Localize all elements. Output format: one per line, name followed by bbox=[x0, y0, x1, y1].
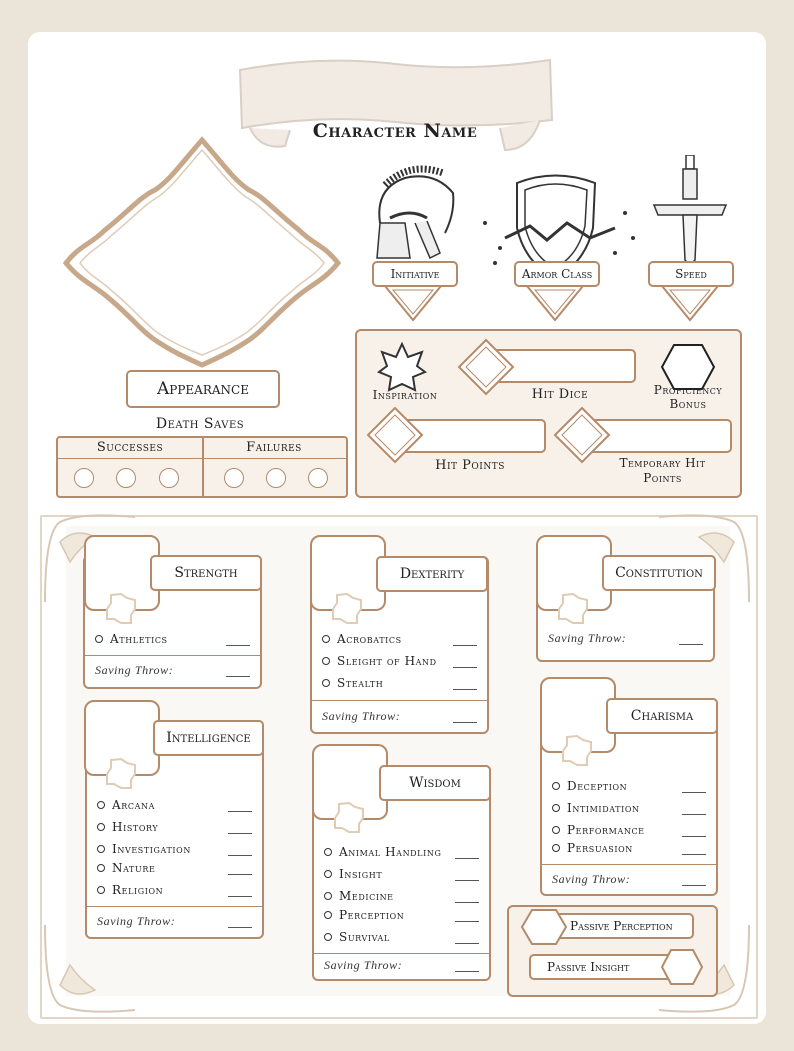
success-circle-3[interactable] bbox=[159, 468, 179, 488]
intelligence-saving-throw[interactable] bbox=[97, 912, 252, 930]
wisdom-modifier-badge[interactable] bbox=[332, 801, 366, 835]
failures-label: Failures bbox=[246, 440, 302, 455]
constitution-saving-throw[interactable] bbox=[548, 629, 703, 647]
skill-value-line[interactable] bbox=[682, 814, 706, 815]
skill-bullet[interactable] bbox=[97, 886, 105, 894]
saving-throw-label: Saving Throw: bbox=[552, 871, 631, 886]
saving-throw-line[interactable] bbox=[228, 927, 252, 928]
initiative-value-shape[interactable] bbox=[383, 284, 443, 322]
skill-name: Stealth bbox=[337, 676, 384, 690]
skill-bullet[interactable] bbox=[95, 635, 103, 643]
intelligence-modifier-badge[interactable] bbox=[104, 757, 138, 791]
skill-name: Performance bbox=[567, 823, 645, 837]
failure-circle-3[interactable] bbox=[308, 468, 328, 488]
skill-name: Athletics bbox=[110, 632, 168, 646]
skill-value-line[interactable] bbox=[455, 880, 479, 881]
inspiration-label: Inspiration bbox=[372, 388, 438, 402]
intelligence-saving-divider bbox=[87, 906, 262, 907]
skill-value-line[interactable] bbox=[228, 855, 252, 856]
skill-value-line[interactable] bbox=[455, 921, 479, 922]
success-circle-2[interactable] bbox=[116, 468, 136, 488]
wisdom-saving-divider bbox=[314, 953, 489, 954]
saving-throw-line[interactable] bbox=[226, 676, 250, 677]
dexterity-label: Dexterity bbox=[376, 556, 488, 592]
sword-icon bbox=[650, 155, 730, 265]
portrait-frame[interactable] bbox=[60, 135, 345, 370]
skill-name: Religion bbox=[112, 883, 164, 897]
skill-name: Deception bbox=[567, 779, 628, 793]
initiative-label: Initiative bbox=[372, 261, 458, 287]
strength-saving-divider bbox=[85, 655, 260, 656]
skill-medicine[interactable] bbox=[324, 887, 479, 905]
skill-name: Acrobatics bbox=[337, 632, 402, 646]
skill-name: Persuasion bbox=[567, 841, 633, 855]
skill-value-line[interactable] bbox=[228, 896, 252, 897]
skill-value-line[interactable] bbox=[453, 667, 477, 668]
skill-history[interactable] bbox=[97, 818, 252, 836]
skill-bullet[interactable] bbox=[552, 826, 560, 834]
speed-value-shape[interactable] bbox=[660, 284, 720, 322]
proficiency-bonus-label bbox=[638, 383, 738, 411]
skill-bullet[interactable] bbox=[97, 801, 105, 809]
passive-insight-hexagon[interactable] bbox=[660, 948, 704, 986]
skill-value-line[interactable] bbox=[455, 943, 479, 944]
skill-athletics[interactable] bbox=[95, 630, 250, 648]
skill-bullet[interactable] bbox=[324, 911, 332, 919]
skill-value-line[interactable] bbox=[228, 833, 252, 834]
proficiency-bonus-label-line1: Proficiency bbox=[653, 383, 723, 397]
constitution-modifier-badge[interactable] bbox=[556, 592, 590, 626]
skill-deception[interactable] bbox=[552, 777, 706, 795]
skill-performance[interactable] bbox=[552, 821, 706, 839]
successes-label: Successes bbox=[96, 440, 164, 455]
appearance-label: Appearance bbox=[126, 370, 280, 408]
skill-bullet[interactable] bbox=[552, 844, 560, 852]
dexterity-saving-divider bbox=[312, 700, 487, 701]
skill-name: Perception bbox=[339, 908, 405, 922]
skill-nature[interactable] bbox=[97, 859, 252, 877]
skill-value-line[interactable] bbox=[228, 811, 252, 812]
skill-bullet[interactable] bbox=[324, 870, 332, 878]
saving-throw-label: Saving Throw: bbox=[548, 630, 627, 645]
skill-name: Survival bbox=[339, 930, 390, 944]
failure-circle-2[interactable] bbox=[266, 468, 286, 488]
intelligence-label: Intelligence bbox=[153, 720, 264, 756]
skill-religion[interactable] bbox=[97, 881, 252, 899]
skill-bullet[interactable] bbox=[552, 782, 560, 790]
skill-insight[interactable] bbox=[324, 865, 479, 883]
skill-bullet[interactable] bbox=[97, 864, 105, 872]
hit-points-diamond[interactable] bbox=[366, 406, 424, 464]
hit-dice-diamond[interactable] bbox=[457, 338, 515, 396]
skill-name: Nature bbox=[112, 861, 156, 875]
skill-value-line[interactable] bbox=[682, 854, 706, 855]
skill-persuasion[interactable] bbox=[552, 839, 706, 857]
saving-throw-line[interactable] bbox=[682, 885, 706, 886]
failure-circle-1[interactable] bbox=[224, 468, 244, 488]
charisma-modifier-badge[interactable] bbox=[560, 734, 594, 768]
skill-value-line[interactable] bbox=[455, 902, 479, 903]
skill-value-line[interactable] bbox=[453, 645, 477, 646]
death-saves-title: Death Saves bbox=[155, 416, 245, 432]
saving-throw-label: Saving Throw: bbox=[324, 957, 403, 972]
skill-value-line[interactable] bbox=[228, 874, 252, 875]
skill-bullet[interactable] bbox=[97, 823, 105, 831]
skill-name: Investigation bbox=[112, 842, 191, 856]
skill-bullet[interactable] bbox=[324, 892, 332, 900]
speed-label: Speed bbox=[648, 261, 734, 287]
skill-bullet[interactable] bbox=[322, 679, 330, 687]
skill-bullet[interactable] bbox=[552, 804, 560, 812]
skill-bullet[interactable] bbox=[324, 933, 332, 941]
charisma-label: Charisma bbox=[606, 698, 718, 734]
skill-stealth[interactable] bbox=[322, 674, 477, 692]
charisma-saving-divider bbox=[542, 864, 716, 865]
skill-perception[interactable] bbox=[324, 906, 479, 924]
skill-value-line[interactable] bbox=[455, 858, 479, 859]
success-circle-1[interactable] bbox=[74, 468, 94, 488]
death-saves-header-line bbox=[58, 458, 346, 459]
death-saves-box bbox=[56, 436, 348, 498]
skill-name: Medicine bbox=[339, 889, 394, 903]
skill-name: Intimidation bbox=[567, 801, 640, 815]
proficiency-bonus-label-line2: Bonus bbox=[669, 397, 707, 411]
passive-perception-hexagon[interactable] bbox=[520, 908, 568, 946]
inspiration-star-icon[interactable] bbox=[377, 342, 427, 392]
strength-saving-throw[interactable] bbox=[95, 661, 250, 679]
constitution-label: Constitution bbox=[602, 555, 716, 591]
dexterity-saving-throw[interactable] bbox=[322, 707, 477, 725]
saving-throw-label: Saving Throw: bbox=[97, 913, 176, 928]
temp-hp-label bbox=[600, 456, 725, 486]
skill-bullet[interactable] bbox=[322, 657, 330, 665]
skill-investigation[interactable] bbox=[97, 840, 252, 858]
armor-class-value-shape[interactable] bbox=[525, 284, 585, 322]
passive-perception-label: Passive Perception bbox=[540, 913, 694, 939]
wisdom-saving-throw[interactable] bbox=[324, 956, 479, 974]
passive-insight-label: Passive Insight bbox=[529, 954, 683, 980]
saving-throw-label: Saving Throw: bbox=[322, 708, 401, 723]
skill-arcana[interactable] bbox=[97, 796, 252, 814]
wisdom-label: Wisdom bbox=[379, 765, 491, 801]
helmet-icon bbox=[365, 163, 460, 263]
skill-intimidation[interactable] bbox=[552, 799, 706, 817]
armor-class-label: Armor Class bbox=[514, 261, 600, 287]
saving-throw-line[interactable] bbox=[679, 644, 703, 645]
skill-acrobatics[interactable] bbox=[322, 630, 477, 648]
skill-value-line[interactable] bbox=[682, 836, 706, 837]
hit-dice-label: Hit Dice bbox=[531, 387, 589, 402]
strength-modifier-badge[interactable] bbox=[104, 592, 138, 626]
skill-name: Insight bbox=[339, 867, 383, 881]
skill-animal-handling[interactable] bbox=[324, 843, 479, 861]
strength-label: Strength bbox=[150, 555, 262, 591]
charisma-saving-throw[interactable] bbox=[552, 870, 706, 888]
dexterity-modifier-badge[interactable] bbox=[330, 592, 364, 626]
skill-bullet[interactable] bbox=[324, 848, 332, 856]
skill-value-line[interactable] bbox=[226, 645, 250, 646]
temp-hp-label-line2: Points bbox=[643, 471, 682, 485]
skill-value-line[interactable] bbox=[453, 689, 477, 690]
skill-name: Arcana bbox=[112, 798, 155, 812]
saving-throw-line[interactable] bbox=[455, 971, 479, 972]
hit-points-label: Hit Points bbox=[435, 458, 505, 473]
skill-survival[interactable] bbox=[324, 928, 479, 946]
skill-name: Animal Handling bbox=[339, 845, 442, 859]
character-name-title[interactable]: Character Name bbox=[312, 120, 478, 142]
temp-hp-label-line1: Temporary Hit bbox=[619, 456, 706, 470]
skill-value-line[interactable] bbox=[682, 792, 706, 793]
saving-throw-label: Saving Throw: bbox=[95, 662, 174, 677]
skill-name: History bbox=[112, 820, 159, 834]
skill-name: Sleight of Hand bbox=[337, 654, 437, 668]
skill-sleight-of-hand[interactable] bbox=[322, 652, 477, 670]
skill-bullet[interactable] bbox=[97, 845, 105, 853]
skill-bullet[interactable] bbox=[322, 635, 330, 643]
saving-throw-line[interactable] bbox=[453, 722, 477, 723]
